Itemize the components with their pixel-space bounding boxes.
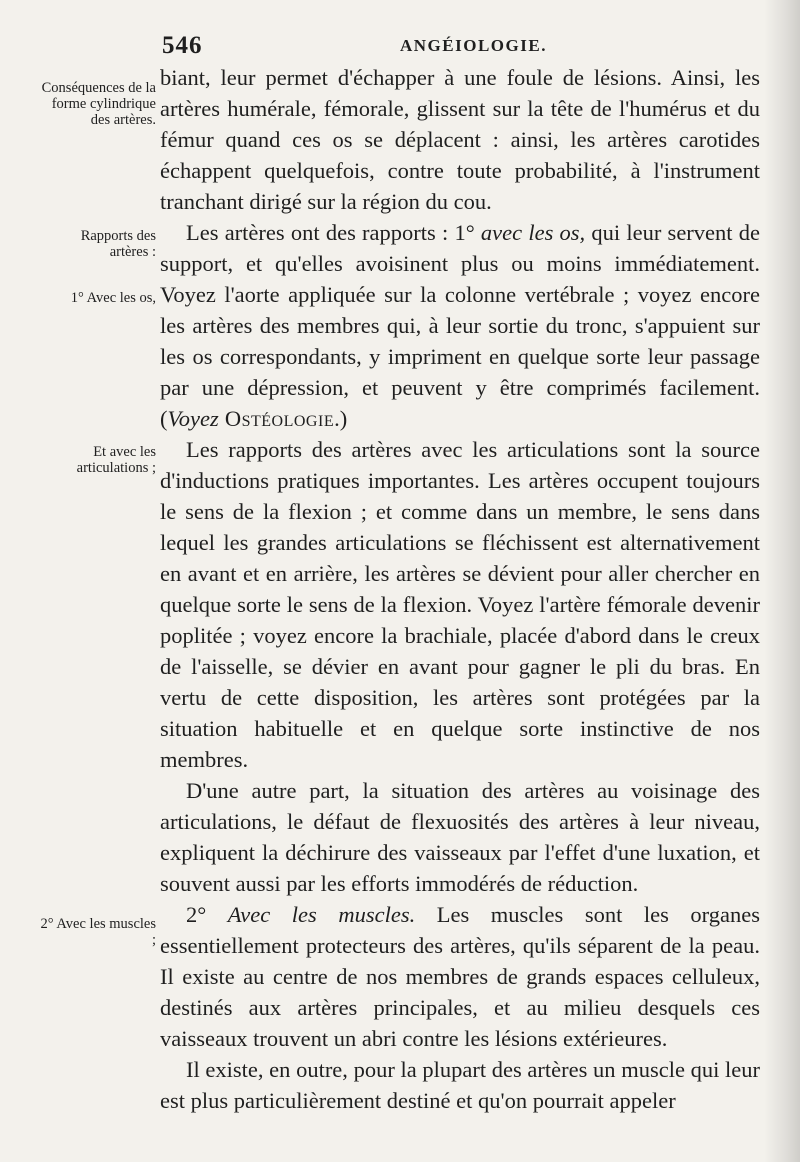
margin-note-articulations: Et avec les articulations ;: [76, 444, 156, 476]
page-gutter-shadow: [764, 0, 800, 1162]
paragraph-5: [160, 899, 760, 1054]
paragraph-5-italic: Avec les muscles.: [227, 902, 416, 927]
page-number: 546: [162, 32, 203, 59]
paragraph-2-voyez: Voyez: [167, 406, 219, 431]
paragraph-2-start: Les artères ont des rapports : 1°: [186, 220, 481, 245]
paragraph-2-body: qui leur servent de support, et qu'elles avoisinent plus ou moins immédiatement. Voyez l'aorte appliquée sur la colonne vertébrale ; voyez encore les artères des membres qui, à leur sortie du tronc, s'appuient sur les os correspondants, y impriment en quelque sorte leur passage par une dépression, et peuvent y être comprimés facilement. (: [160, 220, 760, 431]
paragraph-4: D'une autre part, la situation des artères au voisinage des articulations, le défaut de flexuosités des artères à leur niveau, expliquent la déchirure des vaisseaux par l'effet d'une luxation, et souvent aussi par les efforts immodérés de réduction.: [160, 778, 760, 896]
paragraph-1: biant, leur permet d'échapper à une foule de lésions. Ainsi, les artères humérale, fémorale, glissent sur la tête de l'humérus et du fémur quand ces os se déplacent : ainsi, les artères carotides échappent quelquefois, contre toute probabilité, à l'instrument tranchant dirigé sur la région du cou.: [160, 65, 760, 214]
paragraph-2-osteologie: Ostéologie: [218, 406, 335, 431]
paragraph-6: Il existe, en outre, pour la plupart des artères un muscle qui leur est plus particulièrement destiné et qu'on pourrait appeler: [160, 1057, 760, 1113]
main-text: [160, 62, 760, 1116]
paragraph-2: [160, 217, 760, 434]
margin-note-rapports: Rapports des artères :: [80, 228, 156, 260]
paragraph-5-body: Les muscles sont les organes essentiellement protecteurs des artères, qu'ils séparent de la peau. Il existe au centre de nos membres de grands espaces celluleux, destinés aux artères principales, et au milieu desquels ces vaisseaux trouvent un abri contre les lésions extérieures.: [160, 902, 760, 1051]
margin-note-avec-os: 1° Avec les os,: [70, 290, 156, 306]
running-head: ANGÉIOLOGIE.: [400, 36, 547, 55]
margin-note-consequences: Conséquences de la forme cylindrique des artères.: [41, 80, 156, 128]
paragraph-3: Les rapports des artères avec les articulations sont la source d'inductions pratiques importantes. Les artères occupent toujours le sens de la flexion ; et comme dans un membre, le sens dans lequel les grandes articulations se fléchissent est alternativement en avant et en arrière, les artères se dévient pour aller chercher en quelque sorte le sens de la flexion. Voyez l'artère fémorale devenir poplitée ; voyez encore la brachiale, placée d'abord dans le creux de l'aisselle, se dévier en avant pour gagner le pli du bras. En vertu de cette disposition, les artères sont protégées par la situation habituelle et en quelque sorte instinctive de nos membres.: [160, 437, 760, 772]
margin-note-muscles: 2° Avec les muscles ;: [40, 916, 156, 948]
paragraph-2-end: .): [334, 406, 348, 431]
paragraph-5-start: 2°: [186, 902, 228, 927]
paragraph-2-italic: avec les os,: [480, 220, 586, 245]
page-header: [160, 26, 760, 59]
